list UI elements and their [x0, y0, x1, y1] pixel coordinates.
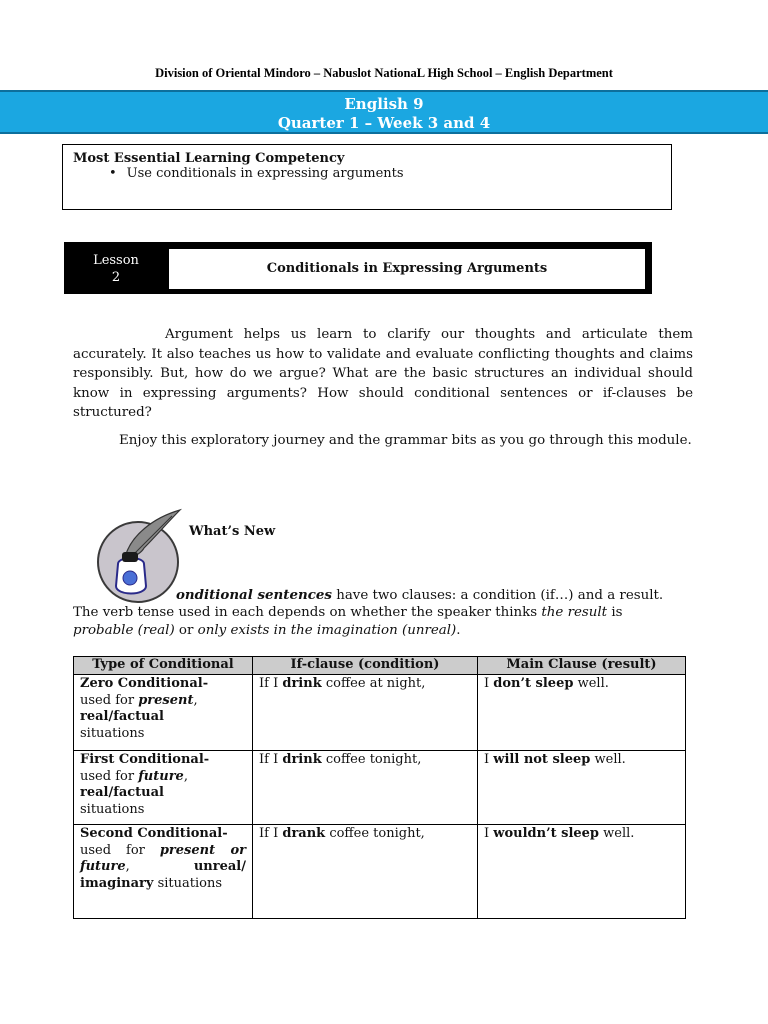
type-kind: unreal/ imaginary [80, 859, 246, 891]
type-tail: situations [80, 725, 145, 741]
conditional-intro-rest: have two clauses: a condition (if…) and a result. [331, 588, 664, 603]
main-pre: I [484, 752, 494, 767]
intro-paragraph-1: Argument helps us learn to clarify our thoughts and articulate them accurately. It also teaches us how to validate and evaluate conflicting thoughts and claims responsibly. But, how do we argue? What are the basic structures an individual should know in expressing arguments? How should conditional sentences or if-clauses be structured? [73, 327, 693, 420]
conditional-intro-line-3 [73, 621, 693, 641]
line2-part-c: is [607, 605, 623, 620]
conditional-intro-line-2 [73, 603, 693, 623]
type-time: future [138, 768, 184, 784]
if-pre: If I [259, 676, 283, 691]
type-cell [74, 751, 253, 825]
main-clause-cell [478, 825, 686, 919]
main-post: well. [590, 752, 626, 767]
melc-item [109, 166, 661, 181]
bullet-icon: • [109, 166, 117, 181]
line2-part-b: the result [541, 605, 608, 620]
if-clause-cell [253, 825, 478, 919]
if-pre: If I [259, 752, 283, 767]
if-clause-cell [253, 751, 478, 825]
division-header: Division of Oriental Mindoro – Nabuslot NationaL High School – English Department [155, 66, 613, 80]
lesson-number: 2 [111, 270, 121, 285]
line3-part-a: probable (real) [73, 623, 175, 638]
conditional-sentences-term: onditional sentences [176, 587, 332, 603]
if-verb: drink [282, 752, 322, 767]
if-post: coffee tonight, [321, 752, 422, 767]
type-cell [74, 825, 253, 919]
line3-part-d: . [456, 623, 461, 638]
if-verb: drank [282, 826, 326, 841]
table-row [74, 825, 686, 919]
main-post: well. [599, 826, 635, 841]
type-tail: situations [153, 875, 222, 891]
type-tail: situations [80, 801, 145, 817]
conditionals-table [73, 656, 686, 919]
type-comma: , [193, 692, 198, 708]
header-type: Type of Conditional [74, 657, 253, 675]
table-row [74, 675, 686, 751]
type-kind: real/factual [80, 709, 164, 724]
intro-paragraph-2: Enjoy this exploratory journey and the grammar bits as you go through this module. [119, 433, 692, 448]
type-name: Second Conditional- [80, 826, 228, 841]
header-if-clause: If-clause (condition) [253, 657, 478, 675]
type-used: used for [80, 692, 139, 708]
title-band [0, 90, 768, 134]
lesson-title: Conditionals in Expressing Arguments [168, 248, 646, 290]
main-pre: I [484, 676, 494, 691]
if-post: coffee at night, [321, 676, 426, 691]
quarter-title: Quarter 1 – Week 3 and 4 [277, 114, 491, 132]
main-post: well. [573, 676, 609, 691]
type-time: present [138, 692, 194, 708]
main-verb: wouldn’t sleep [493, 826, 600, 841]
main-verb: will not sleep [493, 752, 591, 767]
subject-title: English 9 [344, 95, 424, 113]
if-post: coffee tonight, [325, 826, 425, 841]
quill-inkpot-icon [96, 508, 188, 604]
line2-part-a: The verb tense used in each depends on whether the speaker thinks [73, 605, 542, 620]
if-verb: drink [282, 676, 322, 691]
melc-item-text: Use conditionals in expressing arguments [126, 166, 404, 181]
if-clause-cell [253, 675, 478, 751]
type-kind: real/factual [80, 785, 164, 800]
table-header-row [74, 657, 686, 675]
line3-part-c: only exists in the imagination (unreal) [197, 623, 457, 638]
type-name: Zero Conditional- [80, 676, 209, 691]
whats-new-heading: What’s New [189, 524, 276, 539]
type-name: First Conditional- [80, 752, 210, 767]
if-pre: If I [259, 826, 283, 841]
melc-heading: Most Essential Learning Competency [73, 151, 345, 166]
type-used: used for [80, 842, 160, 858]
main-verb: don’t sleep [493, 676, 574, 691]
type-cell [74, 675, 253, 751]
table-row [74, 751, 686, 825]
lesson-label-block [64, 242, 168, 294]
melc-box [62, 144, 672, 210]
main-clause-cell [478, 751, 686, 825]
line3-part-b: or [174, 623, 198, 638]
header-main-clause: Main Clause (result) [478, 657, 686, 675]
type-used: used for [80, 768, 139, 784]
main-pre: I [484, 826, 494, 841]
main-clause-cell [478, 675, 686, 751]
type-comma: , [183, 768, 188, 784]
type-time: present or future [80, 842, 246, 874]
lesson-label: Lesson [93, 253, 139, 268]
type-comma: , [125, 859, 130, 874]
